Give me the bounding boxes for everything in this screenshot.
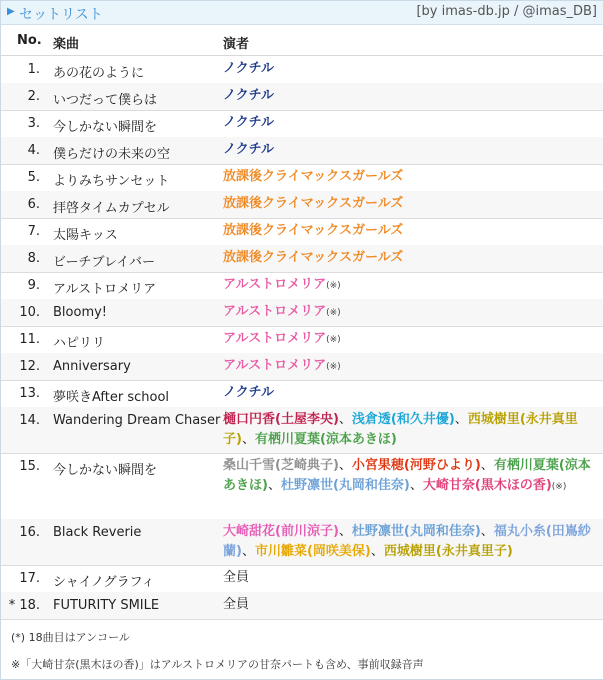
performer-name[interactable]: 浅倉透(和久井優) bbox=[351, 412, 455, 427]
performer-name[interactable]: 有栖川夏葉(涼本あきほ) bbox=[254, 432, 397, 447]
column-song: 楽曲 bbox=[53, 37, 80, 52]
table-row bbox=[1, 272, 603, 300]
song-title: 夢咲きAfter school bbox=[53, 390, 170, 405]
track-number: 5. bbox=[27, 170, 40, 185]
table-row bbox=[1, 191, 603, 219]
performer-name[interactable]: 樋口円香(土屋李央) bbox=[223, 412, 339, 427]
song-title: 僕らだけの未来の空 bbox=[53, 147, 171, 162]
track-number: 17. bbox=[19, 571, 40, 586]
note-mark: (※) bbox=[326, 362, 341, 372]
performer-name[interactable]: アルストロメリア bbox=[223, 304, 327, 319]
performer-name[interactable]: 放課後クライマックスガールズ bbox=[223, 223, 404, 238]
performers bbox=[223, 248, 601, 268]
footnote-recorded: ※「大崎甘奈(黒木ほの香)」はアルストロメリアの甘奈パートも含め、事前収録音声 bbox=[11, 658, 424, 671]
track-number: 3. bbox=[27, 116, 40, 131]
performers bbox=[223, 329, 601, 350]
performer-name[interactable]: 放課後クライマックスガールズ bbox=[223, 169, 404, 184]
performer-name[interactable]: ノクチル bbox=[223, 88, 274, 103]
performer-name[interactable]: アルストロメリア bbox=[223, 277, 327, 292]
song-title: Anniversary bbox=[53, 359, 131, 374]
performer-name[interactable]: 桑山千雪(芝崎典子) bbox=[223, 458, 339, 473]
song-title: アルストロメリア bbox=[53, 282, 157, 297]
triangle-right-icon[interactable]: ▶ bbox=[7, 6, 15, 17]
track-number: 9. bbox=[27, 278, 40, 293]
performer-name[interactable]: 有栖川夏葉(涼本あきほ) bbox=[223, 458, 591, 493]
table-row bbox=[1, 137, 603, 165]
table-row bbox=[1, 299, 603, 327]
separator: 、 bbox=[480, 458, 494, 473]
performer-name[interactable]: 大崎甘奈(黒木ほの香) bbox=[422, 478, 552, 493]
separator: 、 bbox=[338, 412, 352, 427]
performer-name: 全員 bbox=[223, 597, 250, 612]
performer-name[interactable]: アルストロメリア bbox=[223, 331, 327, 346]
performer-name[interactable]: 大崎甜花(前川涼子) bbox=[223, 524, 339, 539]
song-title: 今しかない瞬間を bbox=[53, 463, 158, 478]
song-title: FUTURITY SMILE bbox=[53, 598, 160, 613]
table-row bbox=[1, 453, 603, 520]
note-mark: (※) bbox=[326, 335, 341, 345]
track-number: * 18. bbox=[8, 598, 40, 613]
performers bbox=[223, 595, 601, 615]
performer-name[interactable]: ノクチル bbox=[223, 61, 274, 76]
performers bbox=[223, 302, 601, 323]
separator: 、 bbox=[480, 524, 494, 539]
song-title: シャイノグラフィ bbox=[53, 575, 155, 590]
table-row bbox=[1, 218, 603, 246]
table-header bbox=[1, 27, 603, 56]
performer-name[interactable]: 杜野凛世(丸岡和佳奈) bbox=[280, 478, 410, 493]
performers bbox=[223, 383, 601, 403]
performer-name[interactable]: アルストロメリア bbox=[223, 358, 327, 373]
performers bbox=[223, 86, 601, 106]
performers bbox=[223, 194, 601, 214]
performer-name[interactable]: 放課後クライマックスガールズ bbox=[223, 196, 404, 211]
credit-link[interactable]: [by imas-db.jp / @imas_DB] bbox=[416, 4, 597, 19]
song-title: いつだって僕らは bbox=[53, 93, 158, 108]
performer-name: 全員 bbox=[223, 570, 250, 585]
column-performer: 演者 bbox=[223, 37, 250, 52]
table-row bbox=[1, 592, 603, 620]
panel-header bbox=[1, 1, 603, 25]
separator: 、 bbox=[370, 544, 384, 559]
performers bbox=[223, 456, 601, 497]
track-number: 8. bbox=[27, 251, 40, 266]
footnote-encore: (*) 18曲目はアンコール bbox=[11, 631, 130, 644]
column-no: No. bbox=[17, 33, 42, 48]
track-number: 10. bbox=[19, 305, 40, 320]
performer-name[interactable]: 西城樹里(永井真里子) bbox=[223, 412, 578, 447]
note-mark: (※) bbox=[551, 482, 567, 492]
track-number: 11. bbox=[19, 332, 40, 347]
song-title: 今しかない瞬間を bbox=[53, 120, 158, 135]
song-title: ハピリリ bbox=[53, 336, 106, 351]
performer-name[interactable]: 福丸小糸(田嶌紗蘭) bbox=[223, 524, 591, 559]
track-number: 2. bbox=[27, 89, 40, 104]
table-row bbox=[1, 245, 603, 273]
performer-name[interactable]: 市川雛菜(岡咲美保) bbox=[254, 544, 371, 559]
separator: 、 bbox=[454, 412, 468, 427]
song-title: Black Reverie bbox=[53, 525, 142, 540]
performer-name[interactable]: ノクチル bbox=[223, 115, 274, 130]
performers bbox=[223, 275, 601, 296]
performers bbox=[223, 167, 601, 187]
performers bbox=[223, 410, 601, 450]
table-row bbox=[1, 164, 603, 192]
panel-title[interactable]: セットリスト bbox=[19, 7, 103, 23]
performers bbox=[223, 221, 601, 241]
performer-name[interactable]: ノクチル bbox=[223, 385, 274, 400]
table-row bbox=[1, 407, 603, 454]
separator: 、 bbox=[267, 478, 281, 493]
song-title: 拝啓タイムカプセル bbox=[53, 201, 170, 216]
table-row bbox=[1, 56, 603, 84]
song-title: あの花のように bbox=[53, 66, 145, 81]
track-number: 14. bbox=[19, 413, 40, 428]
performer-name[interactable]: 杜野凛世(丸岡和佳奈) bbox=[351, 524, 481, 539]
separator: 、 bbox=[338, 524, 352, 539]
performers bbox=[223, 140, 601, 160]
song-title: 太陽キッス bbox=[53, 228, 118, 243]
table-row bbox=[1, 565, 603, 593]
track-number: 16. bbox=[19, 525, 40, 540]
performers bbox=[223, 356, 601, 377]
table-row bbox=[1, 353, 603, 381]
table-row bbox=[1, 110, 603, 138]
performers bbox=[223, 113, 601, 133]
performer-name[interactable]: ノクチル bbox=[223, 142, 274, 157]
performer-name[interactable]: 西城樹里(永井真里子) bbox=[383, 544, 513, 559]
table-row bbox=[1, 519, 603, 566]
separator: 、 bbox=[338, 458, 352, 473]
separator: 、 bbox=[409, 478, 423, 493]
table-row bbox=[1, 326, 603, 354]
table-row bbox=[1, 83, 603, 111]
track-number: 4. bbox=[27, 143, 40, 158]
note-mark: (※) bbox=[326, 281, 341, 291]
song-title: Wandering Dream Chaser bbox=[53, 413, 221, 428]
performer-name[interactable]: 放課後クライマックスガールズ bbox=[223, 250, 404, 265]
track-number: 13. bbox=[19, 386, 40, 401]
table-row bbox=[1, 380, 603, 408]
song-title: よりみちサンセット bbox=[53, 174, 170, 189]
performers bbox=[223, 568, 601, 588]
performers bbox=[223, 59, 601, 79]
separator: 、 bbox=[241, 544, 255, 559]
performers bbox=[223, 522, 601, 562]
note-mark: (※) bbox=[326, 308, 341, 318]
track-number: 15. bbox=[19, 459, 40, 474]
track-number: 6. bbox=[27, 197, 40, 212]
track-number: 12. bbox=[19, 359, 40, 374]
performer-name[interactable]: 小宮果穂(河野ひより) bbox=[351, 458, 481, 473]
track-number: 7. bbox=[27, 224, 40, 239]
track-number: 1. bbox=[27, 62, 40, 77]
separator: 、 bbox=[241, 432, 255, 447]
song-title: ビーチブレイバー bbox=[53, 255, 156, 270]
song-title: Bloomy! bbox=[53, 305, 108, 320]
